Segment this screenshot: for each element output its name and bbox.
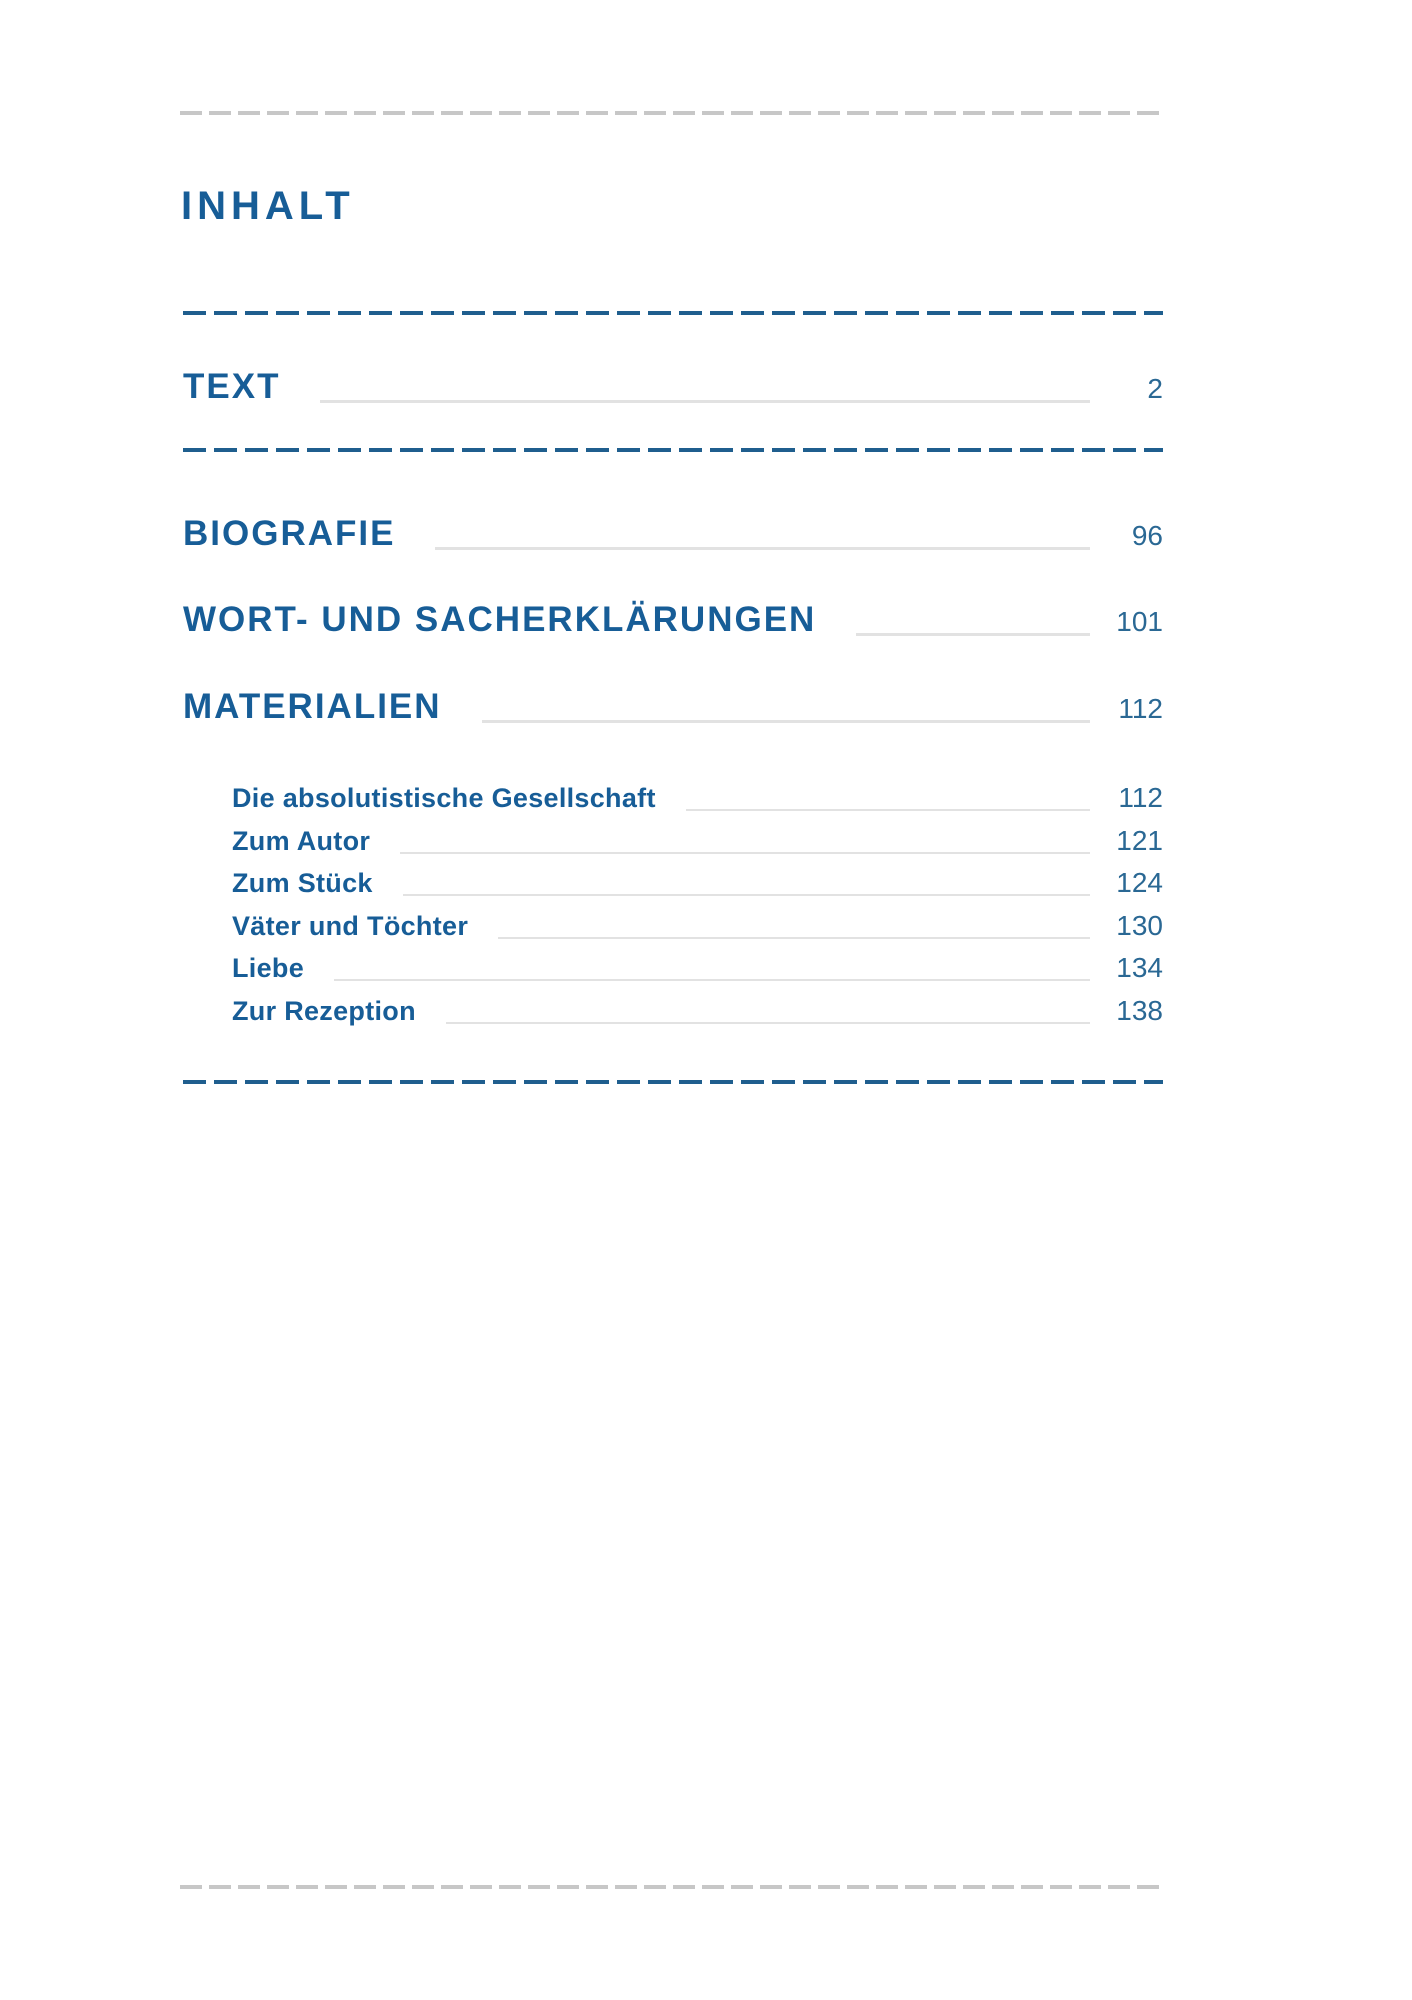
page-title: INHALT xyxy=(181,184,355,228)
toc-entry-label: Zum Stück xyxy=(232,868,373,898)
page-number: 112 xyxy=(1118,693,1163,724)
toc-entry-label: Zum Autor xyxy=(232,826,371,856)
leader-line xyxy=(446,1022,1090,1024)
leader-line xyxy=(686,809,1090,811)
toc-entry-label: Zur Rezeption xyxy=(232,996,416,1026)
page-number: 130 xyxy=(1116,910,1163,941)
page-number: 121 xyxy=(1116,825,1163,856)
toc-entry-label: MATERIALIEN xyxy=(183,687,442,726)
leader-line xyxy=(320,400,1090,403)
toc-entry-label: Liebe xyxy=(232,953,305,983)
divider-below-text xyxy=(183,448,1163,452)
divider-above-text xyxy=(183,311,1163,315)
toc-entry xyxy=(183,513,1163,555)
toc-entry-label: Väter und Töchter xyxy=(232,911,469,941)
leader-line xyxy=(498,937,1090,939)
toc-entry xyxy=(183,686,1163,728)
toc-entry-label: TEXT xyxy=(183,367,281,406)
toc-subentry xyxy=(232,947,1163,989)
toc-subentry xyxy=(232,862,1163,904)
bottom-divider xyxy=(180,1885,1163,1889)
toc-subentry xyxy=(232,777,1163,819)
page-number: 96 xyxy=(1131,520,1163,551)
toc-entry-label: BIOGRAFIE xyxy=(183,514,396,553)
page-number: 2 xyxy=(1147,373,1163,404)
leader-line xyxy=(856,633,1090,636)
page-number: 124 xyxy=(1116,867,1163,898)
leader-line xyxy=(403,894,1090,896)
toc-entry xyxy=(183,366,1163,408)
page-number: 112 xyxy=(1118,782,1163,813)
page-number: 134 xyxy=(1116,952,1163,983)
leader-line xyxy=(435,547,1090,550)
page-number: 138 xyxy=(1116,995,1163,1026)
divider-below-materialien xyxy=(183,1080,1163,1084)
toc-entry-label: WORT- UND SACHERKLÄRUNGEN xyxy=(183,600,817,639)
leader-line xyxy=(482,720,1090,723)
toc-entry-label: Die absolutistische Gesellschaft xyxy=(232,783,656,813)
toc-subentry xyxy=(232,820,1163,862)
top-divider xyxy=(180,111,1163,115)
toc-entry xyxy=(183,599,1163,641)
leader-line xyxy=(334,979,1090,981)
leader-line xyxy=(400,852,1090,854)
toc-subentry xyxy=(232,905,1163,947)
page-number: 101 xyxy=(1116,606,1163,637)
toc-subentry xyxy=(232,990,1163,1032)
